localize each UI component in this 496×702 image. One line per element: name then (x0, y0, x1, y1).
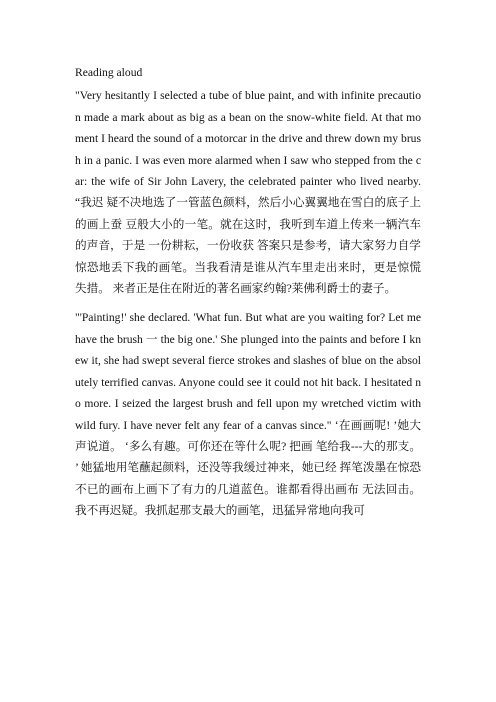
section-heading: Reading aloud (75, 66, 143, 79)
paragraph-1: "Very hesitantly I selected a tube of blue paint, and with infinite precaution made a mark about as big as a bean on the snow-white field. At that moment I heard the sound of a motorcar in the drive and threw down my brush in a panic. I was even more alarmed when I saw who stepped from the car: the wife of Sir John Lavery, the celebrated painter who lived nearby. “我迟 疑不决地选了一管蓝色颜料，然后小心翼翼地在雪白的底子上的画上蚕 豆般大小的一笔。就在这时，我听到车道上传来一辆汽车的声音，于是 一份耕耘，一份收获 答案只是参考，请大家努力自学 惊恐地丢下我的画笔。当我看清是谁从汽车里走出来时，更是惊慌失措。 来者正是住在附近的著名画家约翰?莱佛利爵士的妻子。 (75, 89, 421, 296)
document-page (75, 62, 421, 530)
paragraph-2: "'Painting!' she declared. 'What fun. But what are you waiting for? Let me have the brush 一 the big one.' She plunged into the paints and before I knew it, she had swept several fierce strokes and slashes of blue on the absolutely terrified canvas. Anyone could see it could not hit back. I hesitated no more. I seized the largest brush and fell upon my wretched victim with wild fury. I have never felt any fear of a canvas since." ‘在画画呢! ’她大声说道。 ‘多么有趣。可你还在等什么呢? 把画 笔给我---大的那支。 ’ 她猛地用笔蘸起颜料，还没等我缓过神来，她已经 挥笔泼墨在惊恐不已的画布上画下了有力的几道蓝色。谁都看得出画布 无法回击。我不再迟疑。我抓起那支最大的画笔，迅猛异常地向我可 (75, 311, 421, 518)
